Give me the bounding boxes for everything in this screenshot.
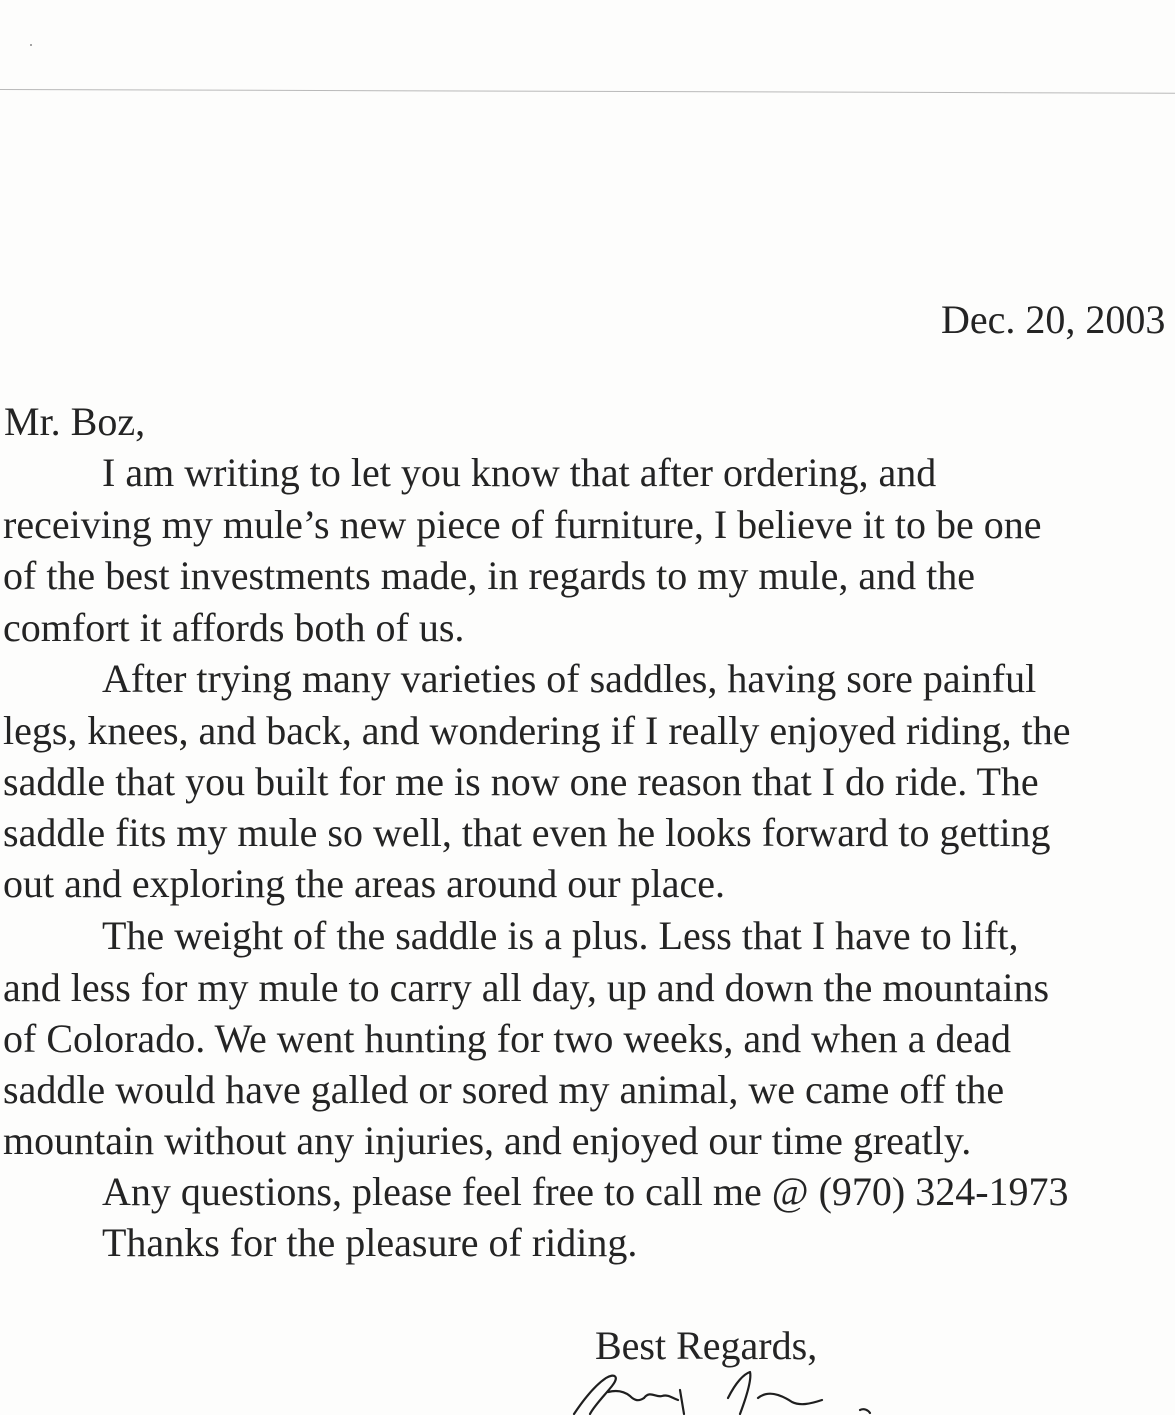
body-line: saddle fits my mule so well, that even he looks forward to getting [3, 810, 1051, 855]
body-line: legs, knees, and back, and wondering if I really enjoyed riding, the [3, 708, 1071, 753]
body-line: out and exploring the areas around our place. [3, 861, 725, 906]
letter-salutation: Mr. Boz, [4, 399, 146, 444]
paper-speck [30, 44, 32, 46]
body-line: receiving my mule’s new piece of furniture, I believe it to be one [3, 502, 1042, 547]
letter-closing: Best Regards, [595, 1323, 818, 1368]
body-line: mountain without any injuries, and enjoyed our time greatly. [3, 1118, 972, 1163]
paper-fold-line [0, 89, 1175, 94]
body-line: Thanks for the pleasure of riding. [102, 1220, 638, 1265]
body-line: Any questions, please feel free to call me @ (970) 324-1973 [102, 1169, 1069, 1214]
letter-date: Dec. 20, 2003 [941, 297, 1166, 342]
body-line: I am writing to let you know that after ordering, and [102, 450, 937, 495]
handwritten-signature [560, 1368, 900, 1415]
body-line: of the best investments made, in regards to my mule, and the [3, 553, 975, 598]
body-line: comfort it affords both of us. [3, 605, 465, 650]
body-line: saddle would have galled or sored my animal, we came off the [3, 1067, 1005, 1112]
body-line: After trying many varieties of saddles, having sore painful [102, 656, 1037, 701]
body-line: The weight of the saddle is a plus. Less that I have to lift, [102, 913, 1019, 958]
body-line: saddle that you built for me is now one reason that I do ride. The [3, 759, 1039, 804]
body-line: and less for my mule to carry all day, up and down the mountains [3, 965, 1050, 1010]
body-line: of Colorado. We went hunting for two weeks, and when a dead [3, 1016, 1012, 1061]
